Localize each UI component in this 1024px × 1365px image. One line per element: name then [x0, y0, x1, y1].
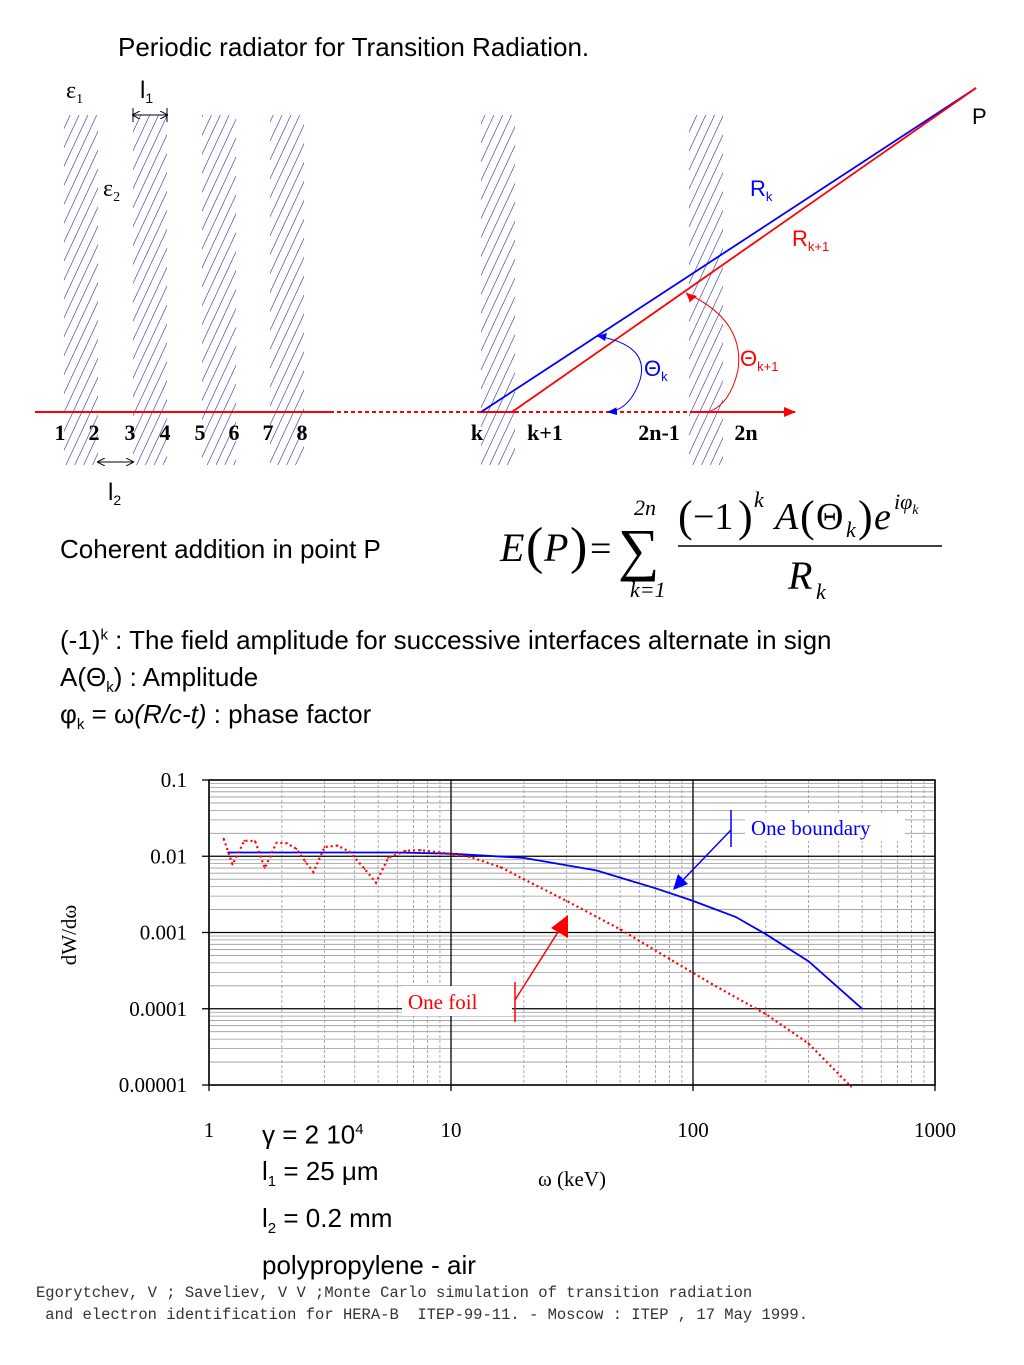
data-point — [469, 856, 471, 858]
data-point — [364, 868, 366, 870]
param-l1: $l_1 = 25$ μm — [262, 1155, 379, 1190]
index-label: 8 — [296, 420, 308, 445]
index-label: k+1 — [527, 420, 563, 445]
index-label: 2n-1 — [638, 420, 680, 445]
data-point — [286, 842, 288, 844]
formula-lhs-p: P — [544, 525, 569, 570]
index-label: 3 — [124, 420, 136, 445]
data-point — [596, 870, 598, 872]
index-label: 2n — [734, 420, 758, 445]
data-point — [523, 878, 525, 880]
data-point — [735, 916, 737, 918]
citation-line: Egorytchev, V ; Saveliev, V V ;Monte Carlo simulation of transition radiation — [36, 1284, 753, 1302]
eps2-label: $\varepsilon_2$ — [103, 176, 121, 205]
point-p-label: P — [972, 104, 987, 129]
spectrum-chart — [0, 760, 1024, 1240]
eps1-label: $\varepsilon_1$ — [66, 78, 84, 107]
parameters-block — [262, 1112, 476, 1283]
formula — [490, 485, 960, 610]
data-point — [861, 1008, 863, 1010]
data-point — [523, 857, 525, 859]
formula-equals: = — [590, 528, 612, 570]
index-label: 6 — [228, 420, 240, 445]
formula-sigma: ∑ — [618, 517, 660, 582]
radiator-diagram — [0, 0, 1024, 520]
data-point — [348, 851, 350, 853]
data-point — [304, 861, 306, 863]
data-point — [692, 900, 694, 902]
explanation-sign: $(-1)^k$ : The field amplitude for successive interfaces alternate in sign — [60, 625, 832, 655]
y-axis-label: dW/dω — [57, 904, 81, 966]
x-tick-label: 1000 — [914, 1118, 956, 1142]
param-material: polypropylene - air — [262, 1250, 476, 1281]
data-point — [232, 864, 234, 866]
x-tick-label: 10 — [440, 1118, 462, 1142]
data-point — [375, 882, 377, 884]
l2-label: $l_2$ — [108, 479, 122, 508]
x-tick-label: 100 — [677, 1118, 709, 1142]
data-point — [254, 840, 256, 842]
index-label: 7 — [262, 420, 274, 445]
explanation-amplitude: $A(\Theta_k)$ : Amplitude — [60, 662, 259, 697]
data-point — [450, 853, 452, 855]
formula-paren: ) — [738, 492, 753, 541]
formula-exp-k: k — [754, 487, 764, 512]
data-point — [276, 842, 278, 844]
formula-theta: Θ — [816, 496, 844, 538]
param-gamma: γ = 2 $10^4$ — [262, 1119, 364, 1150]
y-tick-label: 0.1 — [160, 768, 187, 792]
formula-lhs-e: E — [500, 525, 525, 570]
formula-paren: ) — [570, 518, 588, 575]
data-point — [324, 852, 326, 854]
index-label: 2 — [88, 420, 100, 445]
data-point — [324, 846, 326, 848]
data-point — [808, 960, 810, 962]
theta-k1-label: $\Theta_{k+1}$ — [740, 346, 779, 374]
formula-exp-iphi: $i\varphi_k$ — [894, 489, 919, 518]
data-point — [765, 933, 767, 935]
annotation-one-foil: One foil — [408, 990, 478, 1014]
annotation-one-boundary: One boundary — [751, 816, 871, 840]
data-point — [439, 852, 441, 854]
coherent-text: Coherent addition in point P — [60, 534, 381, 564]
rk-label: $R_k$ — [750, 176, 773, 204]
x-tick-label: 1 — [203, 1118, 215, 1142]
data-point — [669, 958, 671, 960]
data-point — [243, 840, 245, 842]
data-point — [619, 928, 621, 930]
data-point — [850, 1086, 852, 1088]
data-point — [223, 838, 225, 840]
data-point — [337, 845, 339, 847]
formula-minus-one: −1 — [693, 496, 734, 538]
theta-k-label: $\Theta_k$ — [644, 356, 668, 384]
formula-sub-k: k — [846, 517, 856, 542]
y-tick-label: 0.0001 — [129, 996, 187, 1021]
data-point — [420, 849, 422, 851]
formula-paren: ( — [526, 518, 544, 575]
explanation-phase: $\varphi_k = \omega(R/c-t)$ : phase factor — [60, 699, 372, 734]
citation — [36, 1282, 808, 1326]
y-tick-label: 0.001 — [139, 920, 187, 945]
data-point — [396, 852, 398, 854]
formula-paren: ) — [858, 492, 873, 541]
rk1-label: $R_{k+1}$ — [792, 226, 830, 254]
formula-upper: 2n — [634, 495, 656, 520]
index-label: 4 — [159, 420, 171, 445]
formula-r-sub: k — [816, 579, 826, 604]
index-label: 1 — [54, 420, 66, 445]
formula-paren: ( — [678, 492, 693, 541]
data-point — [296, 848, 298, 850]
y-tick-label: 0.01 — [150, 844, 187, 869]
data-point — [264, 867, 266, 869]
data-point — [711, 983, 713, 985]
data-point — [808, 1043, 810, 1045]
page-title: Periodic radiator for Transition Radiation. — [118, 32, 590, 62]
y-tick-label: 0.00001 — [118, 1073, 187, 1097]
index-label: 5 — [194, 420, 206, 445]
citation-line: and electron identification for HERA-B ITEP-99-11. - Moscow : ITEP , 17 May 1999. — [36, 1306, 809, 1324]
data-point — [566, 900, 568, 902]
l1-label: $l_1$ — [140, 77, 154, 106]
data-point — [765, 1013, 767, 1015]
data-point — [499, 866, 501, 868]
formula-r: R — [788, 553, 813, 598]
formula-paren: ( — [800, 492, 815, 541]
ray-rk — [481, 88, 976, 412]
data-point — [312, 871, 314, 873]
formula-e: e — [874, 496, 891, 538]
param-l2: $l_2 = 0.2$ mm — [262, 1202, 393, 1238]
data-point — [405, 850, 407, 852]
formula-a: A — [775, 496, 799, 538]
x-axis-label: ω (keV) — [537, 1167, 607, 1191]
formula-lower: k=1 — [630, 577, 666, 602]
index-label: k — [470, 420, 484, 445]
data-point — [387, 857, 389, 859]
data-point — [655, 887, 657, 889]
